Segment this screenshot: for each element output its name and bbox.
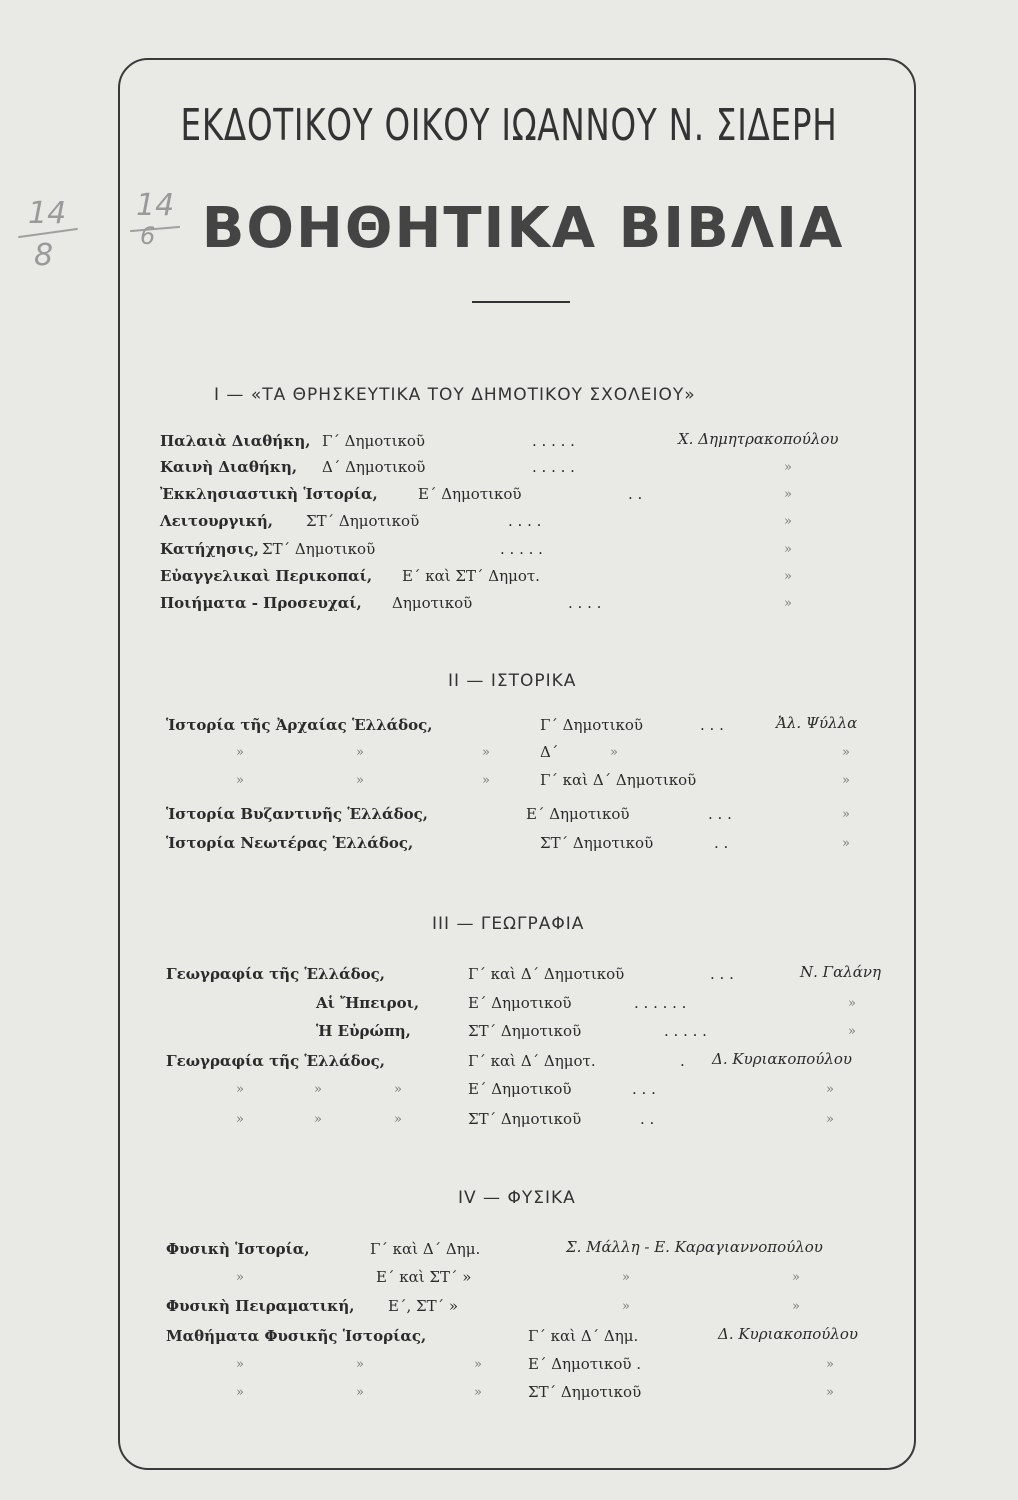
pencil-note-14: 14 [28,196,67,231]
book-grade: Γ΄ καὶ Δ΄ Δημοτ. [468,1052,596,1070]
ditto-mark: » [356,1385,364,1400]
book-grade: Δημοτικοῦ [392,594,473,612]
book-title: Καινὴ Διαθήκη, [160,458,298,476]
ditto-mark: » [842,745,850,760]
ditto-mark: » [784,487,792,502]
book-grade: Ε΄ καὶ ΣΤ΄ » [376,1268,472,1286]
ditto-mark: » [236,1082,244,1097]
book-author: Χ. Δημητρακοπούλου [678,430,839,448]
ditto-mark: » [236,745,244,760]
ditto-mark: » [848,996,856,1011]
book-grade: ΣΤ΄ Δημοτικοῦ [528,1383,642,1401]
book-title: Φυσικὴ Πειραματική, [166,1297,355,1315]
leader-dots: . . . [708,805,732,823]
leader-dots: . . . . . . [634,994,687,1012]
leader-dots: . . . [632,1080,656,1098]
ditto-mark: » [826,1112,834,1127]
book-grade: Δ΄ Δημοτικοῦ [322,458,426,476]
book-grade: Γ΄ καὶ Δ΄ Δημ. [528,1327,639,1345]
book-grade: Ε΄ Δημοτικοῦ [468,1080,572,1098]
ditto-mark: » [784,514,792,529]
ditto-mark: » [842,836,850,851]
book-grade: Ε΄ Δημοτικοῦ [418,485,522,503]
book-title: Ἱστορία Νεωτέρας Ἑλλάδος, [166,834,414,852]
book-grade: Ε΄, ΣΤ΄ » [388,1297,459,1315]
leader-dots: . . [640,1110,655,1128]
ditto-mark: » [784,596,792,611]
book-author: Σ. Μάλλη - Ε. Καραγιαννοπούλου [566,1238,823,1256]
book-title: Ἱστορία Βυζαντινῆς Ἑλλάδος, [166,805,428,823]
book-author: Ἀλ. Ψύλλα [776,714,858,732]
book-title: Ἡ Εὐρώπη, [316,1022,411,1040]
ditto-mark: » [482,773,490,788]
book-title: Ἐκκλησιαστικὴ Ἱστορία, [160,485,378,503]
book-grade: ΣΤ΄ Δημοτικοῦ [306,512,420,530]
book-author: Δ. Κυριακοπούλου [712,1050,853,1068]
book-title: Λειτουργική, [160,512,274,530]
leader-dots: . . [714,834,729,852]
leader-dots: . . . . . [664,1022,707,1040]
section-heading-history: II — ΙΣΤΟΡΙΚΑ [448,671,577,691]
book-title: Ποιήματα - Προσευχαί, [160,594,362,612]
ditto-mark: » [236,1357,244,1372]
book-grade: ΣΤ΄ Δημοτικοῦ [468,1110,582,1128]
leader-dots: . [680,1052,685,1070]
book-grade: Γ΄ Δημοτικοῦ [322,432,425,450]
leader-dots: . . . [700,716,724,734]
ditto-mark: » [314,1112,322,1127]
ditto-mark: » [842,807,850,822]
ditto-mark: » [236,773,244,788]
book-grade: Γ΄ καὶ Δ΄ Δημοτικοῦ [540,771,697,789]
book-title: Κατήχησις, [160,540,260,558]
page-border-frame [118,58,916,1470]
ditto-mark: » [610,745,618,760]
leader-dots: . . [628,485,643,503]
book-grade: Γ΄ καὶ Δ΄ Δημοτικοῦ [468,965,625,983]
leader-dots: . . . . . [500,540,543,558]
ditto-mark: » [784,460,792,475]
book-title: Μαθήματα Φυσικῆς Ἱστορίας, [166,1327,427,1345]
book-title: Αἱ Ἤπειροι, [316,994,420,1012]
leader-dots: . . . . [508,512,542,530]
pencil-note-8: 8 [34,238,54,273]
leader-dots: . . . [710,965,734,983]
ditto-mark: » [236,1112,244,1127]
ditto-mark: » [356,773,364,788]
pencil-note-6: 6 [140,222,156,250]
ditto-mark: » [792,1299,800,1314]
publisher-heading: ΕΚΔΟΤΙΚΟΥ ΟΙΚΟΥ ΙΩΑΝΝΟΥ Ν. ΣΙΔΕΡΗ [180,100,838,151]
ditto-mark: » [792,1270,800,1285]
ditto-mark: » [482,745,490,760]
book-grade: Δ΄ [540,743,559,761]
section-heading-physics: IV — ΦΥΣΙΚΑ [458,1188,576,1208]
book-grade: Ε΄ Δημοτικοῦ [526,805,630,823]
ditto-mark: » [784,569,792,584]
ditto-mark: » [356,745,364,760]
ditto-mark: » [848,1024,856,1039]
page-title: ΒΟΗΘΗΤΙΚΑ ΒΙΒΛΙΑ [201,196,845,261]
ditto-mark: » [236,1270,244,1285]
book-grade: ΣΤ΄ Δημοτικοῦ [540,834,654,852]
book-grade: Ε΄ Δημοτικοῦ . [528,1355,642,1373]
book-title: Ἱστορία τῆς Ἀρχαίας Ἑλλάδος, [166,716,433,734]
ditto-mark: » [826,1082,834,1097]
ditto-mark: » [842,773,850,788]
book-grade: ΣΤ΄ Δημοτικοῦ [262,540,376,558]
book-author: Δ. Κυριακοπούλου [718,1325,859,1343]
book-grade: Γ΄ καὶ Δ΄ Δημ. [370,1240,481,1258]
book-title: Γεωγραφία τῆς Ἑλλάδος, [166,965,385,983]
section-heading-religious: I — «ΤΑ ΘΡΗΣΚΕΥΤΙΚΑ ΤΟΥ ΔΗΜΟΤΙΚΟΥ ΣΧΟΛΕΙΟΥ» [214,385,696,405]
ditto-mark: » [236,1385,244,1400]
book-author: Ν. Γαλάνη [800,963,881,981]
title-divider [472,301,570,303]
book-title: Φυσικὴ Ἱστορία, [166,1240,310,1258]
book-grade: Ε΄ καὶ ΣΤ΄ Δημοτ. [402,567,540,585]
ditto-mark: » [622,1270,630,1285]
book-title: Γεωγραφία τῆς Ἑλλάδος, [166,1052,385,1070]
leader-dots: . . . . [568,594,602,612]
ditto-mark: » [622,1299,630,1314]
book-grade: ΣΤ΄ Δημοτικοῦ [468,1022,582,1040]
ditto-mark: » [394,1112,402,1127]
book-grade: Ε΄ Δημοτικοῦ [468,994,572,1012]
book-grade: Γ΄ Δημοτικοῦ [540,716,643,734]
leader-dots: . . . . . [532,432,575,450]
book-title: Εὐαγγελικαὶ Περικοπαί, [160,567,373,585]
ditto-mark: » [474,1357,482,1372]
ditto-mark: » [356,1357,364,1372]
ditto-mark: » [474,1385,482,1400]
ditto-mark: » [826,1357,834,1372]
pencil-note-14b: 14 [136,188,175,223]
ditto-mark: » [784,542,792,557]
ditto-mark: » [314,1082,322,1097]
book-title: Παλαιὰ Διαθήκη, [160,432,311,450]
ditto-mark: » [826,1385,834,1400]
ditto-mark: » [394,1082,402,1097]
section-heading-geography: III — ΓΕΩΓΡΑΦΙΑ [432,914,585,934]
leader-dots: . . . . . [532,458,575,476]
